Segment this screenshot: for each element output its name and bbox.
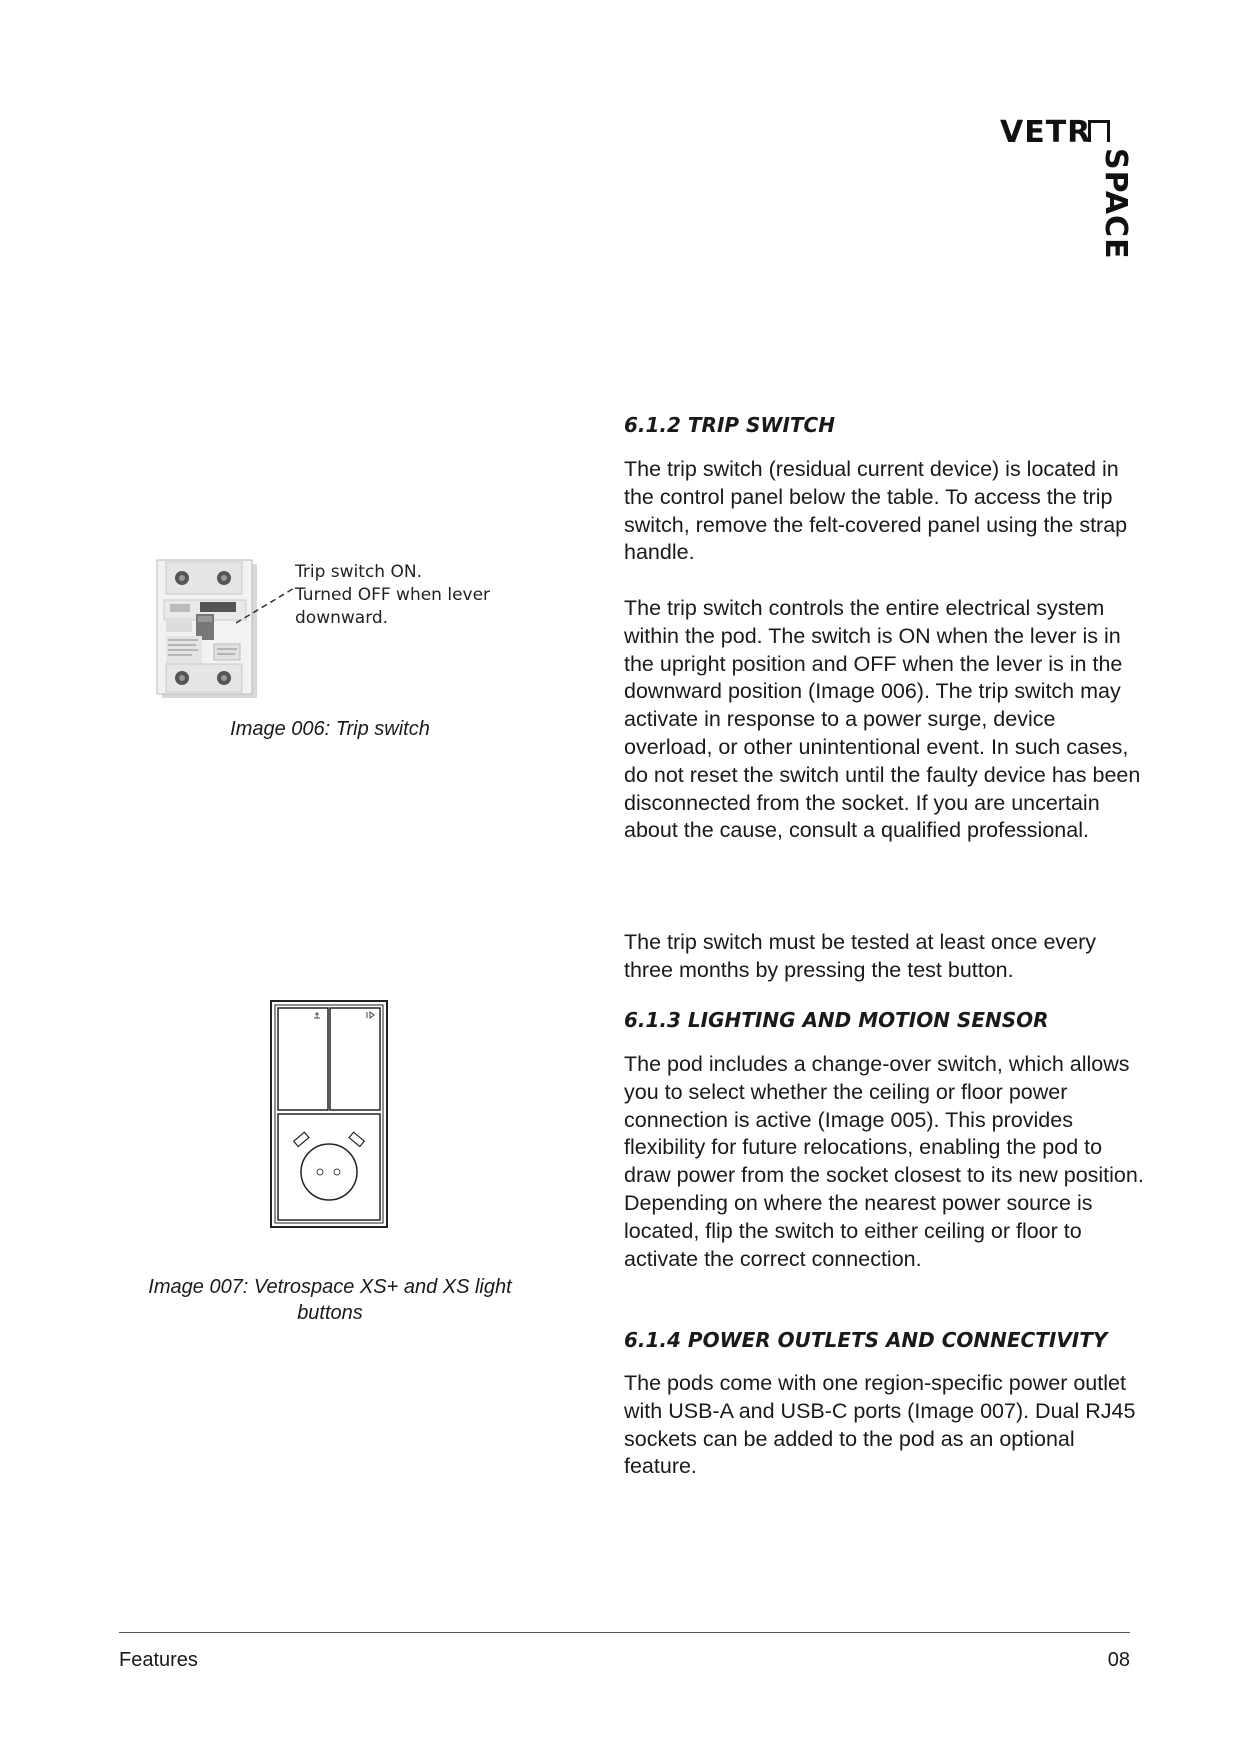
paragraph: The trip switch controls the entire electrical system within the pod. The switch is ON when the lever is in the upright position and OFF when the lever is in the downward position (Image 006). The trip switch may activate in response to a power surge, device overload, or other unintentional event. In such cases, do not reset the switch until the faulty device has been disconnected from the socket. If you are uncertain about the cause, consult a qualified professional. (624, 596, 1141, 843)
logo-text-horizontal: VETR (1000, 115, 1092, 150)
annotation-line: Trip switch ON. (295, 562, 422, 582)
annotation-line: Turned OFF when lever (295, 585, 491, 605)
light-buttons-image (270, 1000, 390, 1230)
logo-square-icon (1088, 120, 1110, 142)
section-heading-lighting: 6.1.3 LIGHTING AND MOTION SENSOR (624, 1008, 1049, 1032)
paragraph: The trip switch (residual current device) is located in the control panel below the table. To access the trip switch, remove the felt-covered panel using the strap handle. (624, 457, 1128, 565)
logo-text-vertical: SPACE (1098, 148, 1133, 260)
paragraph: The pod includes a change-over switch, which allows you to select whether the ceiling or floor power connection is active (Image 005). This provides flexibility for future relocations, enabling the pod to draw power from the socket closest to its new position. Depending on where the nearest power source is located, flip the switch to either ceiling or floor to activate the correct connection. (624, 1052, 1144, 1271)
figure-caption-007 (125, 1274, 535, 1326)
trip-switch-annotation (295, 561, 490, 630)
trip-switch-image (150, 556, 285, 701)
caption-line: buttons (297, 1302, 363, 1324)
page-number: 08 (1107, 1649, 1130, 1671)
caption-line: Image 007: Vetrospace XS+ and XS light (148, 1276, 512, 1298)
section-heading-power: 6.1.4 POWER OUTLETS AND CONNECTIVITY (624, 1328, 1108, 1352)
footer-divider (119, 1632, 1130, 1633)
figure-caption-006: Image 006: Trip switch (230, 718, 430, 740)
annotation-leader-line (236, 585, 298, 625)
annotation-line: downward. (295, 608, 389, 628)
paragraph: The trip switch must be tested at least once every three months by pressing the test button. (624, 930, 1097, 982)
brand-logo (1000, 115, 1135, 260)
footer-section-label: Features (119, 1649, 198, 1671)
paragraph: The pods come with one region-specific power outlet with USB-A and USB-C ports (Image 007). Dual RJ45 sockets can be added to the pod as an optional feature. (624, 1371, 1136, 1479)
section-heading-trip-switch: 6.1.2 TRIP SWITCH (624, 413, 835, 437)
